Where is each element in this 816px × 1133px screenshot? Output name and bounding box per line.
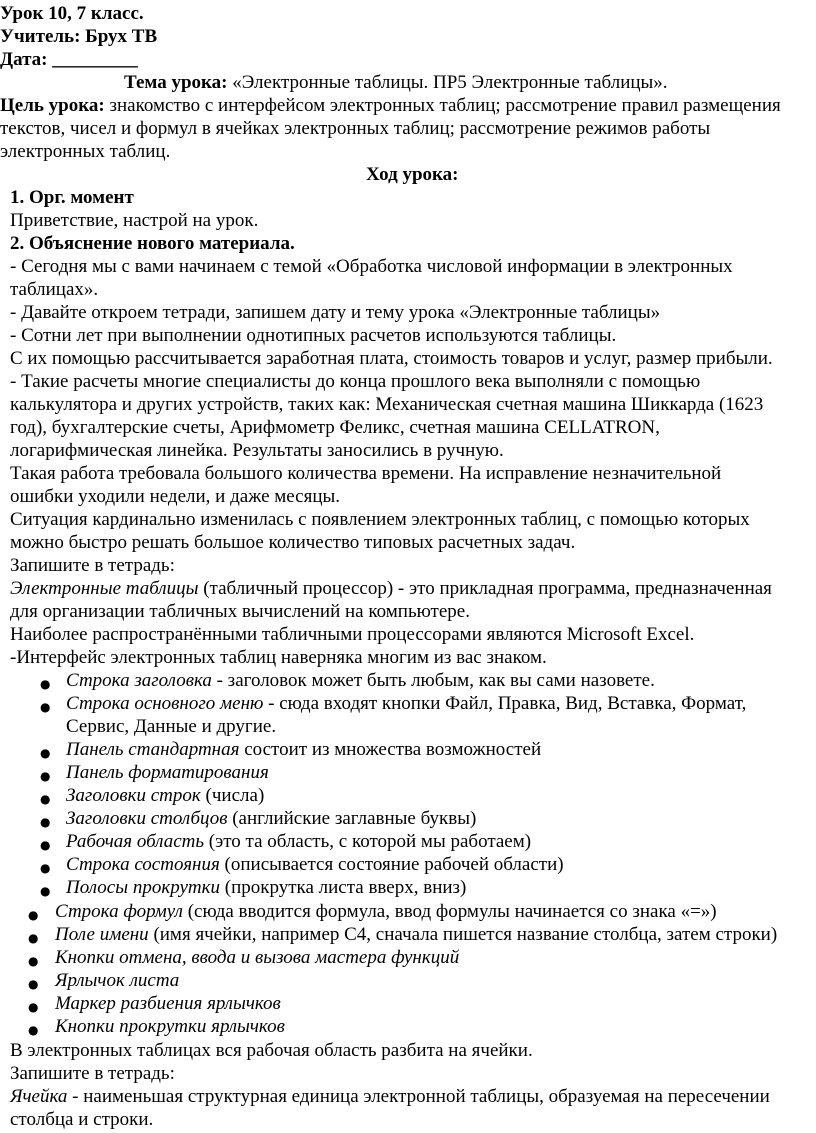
- bullet-icon: ●: [40, 700, 51, 714]
- bullet-icon: ●: [28, 1000, 39, 1014]
- bullet-icon: ●: [28, 1023, 39, 1037]
- bullet-icon: ●: [40, 792, 51, 806]
- bullet-icon: ●: [28, 931, 39, 945]
- definition-line: столбца и строки.: [10, 1109, 154, 1130]
- paragraph: таблицах».: [10, 279, 99, 300]
- lesson-topic: [124, 71, 668, 94]
- bullet-icon: ●: [28, 954, 39, 968]
- bullet-icon: ●: [40, 677, 51, 691]
- lesson-goal: Цель урока: знакомство с интерфейсом электронных таблиц; рассмотрение правил размещения: [0, 95, 781, 116]
- bullet-icon: ●: [40, 861, 51, 875]
- bullet-icon: ●: [40, 884, 51, 898]
- paragraph: - Такие расчеты многие специалисты до конца прошлого века выполняли с помощью: [10, 371, 701, 392]
- goal-line: текстов, чисел и формул в ячейках электронных таблиц; рассмотрение режимов работы: [0, 118, 711, 139]
- topic-label: Тема урока:: [124, 72, 228, 93]
- paragraph: В электронных таблицах вся рабочая область разбита на ячейки.: [10, 1040, 533, 1061]
- section-title: 2. Объяснение нового материала.: [10, 233, 295, 254]
- paragraph: Приветствие, настрой на урок.: [10, 210, 259, 231]
- paragraph: логарифмическая линейка. Результаты заносились в ручную.: [10, 440, 504, 461]
- paragraph: Ситуация кардинально изменилась с появлением электронных таблиц, с помощью которых: [10, 509, 750, 530]
- bullet-icon: ●: [40, 838, 51, 852]
- paragraph: - Давайте откроем тетради, запишем дату и тему урока «Электронные таблицы»: [10, 302, 661, 323]
- section-title: 1. Орг. момент: [10, 187, 134, 208]
- bullet-icon: ●: [40, 815, 51, 829]
- bullet-icon: ●: [40, 746, 51, 760]
- bullet-icon: ●: [40, 769, 51, 783]
- definition: Электронные таблицы (табличный процессор) - это прикладная программа, предназначенная: [10, 578, 772, 599]
- goal-line: электронных таблиц.: [0, 141, 171, 162]
- definition-term: Электронные таблицы: [10, 578, 199, 599]
- paragraph: Такая работа требовала большого количества времени. На исправление незначительной: [10, 463, 722, 484]
- paragraph: - Сегодня мы с вами начинаем с темой «Обработка числовой информации в электронных: [10, 256, 733, 277]
- lesson-heading: Урок 10, 7 класс.: [0, 3, 144, 24]
- paragraph: калькулятора и других устройств, таких как: Механическая счетная машина Шиккарда (1623: [10, 394, 764, 415]
- bullet-icon: ●: [28, 977, 39, 991]
- paragraph: С их помощью рассчитывается заработная плата, стоимость товаров и услуг, размер прибыли.: [10, 348, 773, 369]
- paragraph: можно быстро решать большое количество типовых расчетных задач.: [10, 532, 576, 553]
- paragraph: Запишите в тетрадь:: [10, 555, 175, 576]
- paragraph: - Сотни лет при выполнении однотипных расчетов используются таблицы.: [10, 325, 617, 346]
- paragraph: год), бухгалтерские счеты, Арифмометр Феликс, счетная машина CELLATRON,: [10, 417, 660, 438]
- definition-term: Ячейка: [10, 1086, 68, 1107]
- course-title: Ход урока:: [366, 164, 459, 185]
- date-heading: Дата: _________: [0, 49, 138, 70]
- topic-text: «Электронные таблицы. ПР5 Электронные таблицы».: [227, 72, 668, 93]
- paragraph: Наиболее распространёнными табличными процессорами являются Microsoft Excel.: [10, 624, 695, 645]
- definition: Ячейка - наименьшая структурная единица электронной таблицы, образуемая на пересечении: [10, 1086, 770, 1107]
- paragraph: Запишите в тетрадь:: [10, 1063, 175, 1084]
- goal-label: Цель урока:: [0, 95, 105, 116]
- teacher-heading: Учитель: Брух ТВ: [0, 26, 158, 47]
- paragraph: ошибки уходили недели, и даже месяцы.: [10, 486, 341, 507]
- bullet-icon: ●: [28, 908, 39, 922]
- paragraph: -Интерфейс электронных таблиц наверняка многим из вас знаком.: [10, 647, 547, 668]
- definition-line: для организации табличных вычислений на компьютере.: [10, 601, 470, 622]
